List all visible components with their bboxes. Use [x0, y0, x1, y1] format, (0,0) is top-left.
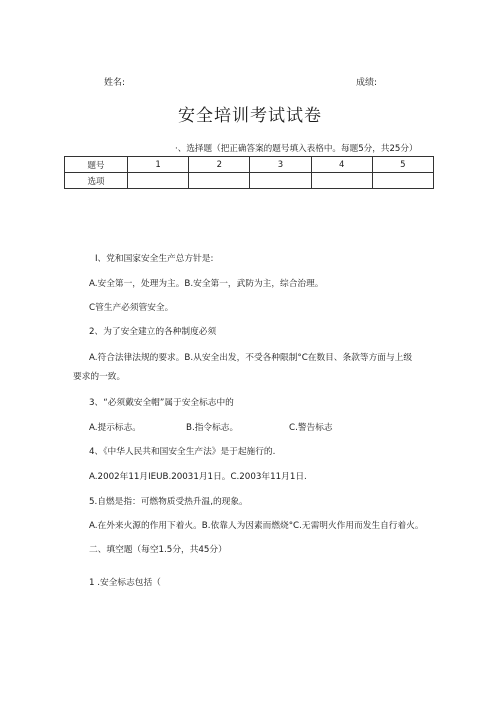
question-number-cell: 1 — [128, 157, 189, 173]
question-1-options: A.安全第一，处理为主。B.安全第一，武防为主，综合治理。 — [89, 279, 324, 289]
answer-table — [64, 156, 434, 189]
fill-item-1: 1 .安全标志包括（ — [89, 578, 161, 588]
question-1-stem: I、党和国家安全生产总方针是: — [95, 254, 214, 264]
name-label: 姓名: — [104, 78, 126, 88]
question-5-stem: 5.自燃是指：可燃物质受热升温,的现象。 — [89, 497, 248, 507]
question-2-options: A.符合法律法规的要求。B.从安全出发，不受各种限制°C在数目、条款等方面与上级 — [89, 353, 413, 363]
table-row — [65, 173, 434, 189]
question-3-option-c: C.警告标志 — [289, 423, 333, 433]
answer-cell — [189, 173, 250, 189]
question-4-stem: 4、《中华人民共和国安全生产法》是于起施行的. — [89, 447, 276, 457]
question-2-options-cont: 要求的一致。 — [73, 372, 126, 382]
answer-cell — [250, 173, 311, 189]
question-number-cell: 4 — [311, 157, 372, 173]
section-choice-heading: ·、选择题（把正确答案的题号填入表格中。每题5分，共25分） — [175, 144, 418, 154]
question-2-stem: 2、为了安全建立的各种制度必须 — [89, 327, 217, 337]
question-3-option-b: B.指令标志。 — [186, 423, 239, 433]
table-row — [65, 157, 434, 173]
question-3-option-a: A.提示标志。 — [89, 423, 141, 433]
question-1-option-c: C管生产必须管安全。 — [89, 303, 174, 313]
answer-cell — [128, 173, 189, 189]
question-4-options: A.2002年11月IEUB.20031月1日。C.2003年11月1日. — [89, 472, 307, 482]
question-3-stem: 3、“必须戴安全帽”属于安全标志中的 — [89, 398, 234, 408]
question-5-options: A.在外来火源的作用下着火。B.依靠人为因素而燃烧°C.无需明火作用而发生自行着火。 — [89, 521, 424, 531]
question-number-cell: 3 — [250, 157, 311, 173]
question-number-cell: 2 — [189, 157, 250, 173]
page-title: 安全培训考试试卷 — [178, 106, 322, 126]
row-label-option: 选项 — [65, 173, 128, 189]
answer-cell — [372, 173, 433, 189]
row-label-number: 题号 — [65, 157, 128, 173]
question-number-cell: 5 — [372, 157, 433, 173]
answer-cell — [311, 173, 372, 189]
score-label: 成绩: — [356, 78, 378, 88]
section-fill-heading: 二、填空题（每空1.5分，共45分） — [89, 545, 227, 555]
